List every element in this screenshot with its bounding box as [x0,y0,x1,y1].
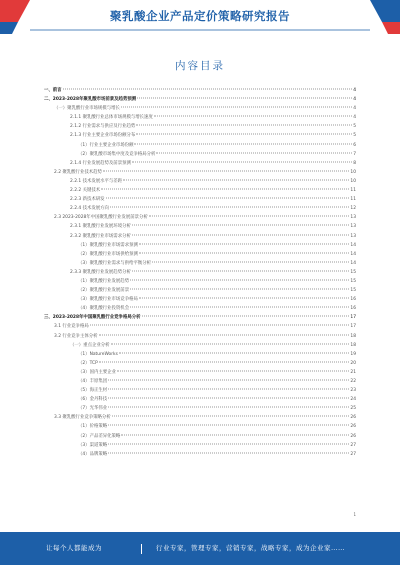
toc-leader-dots [132,270,350,271]
toc-entry-page: 26 [350,415,356,421]
toc-entry-page: 15 [350,269,356,275]
toc-entry-title: 2.3.1 聚乳酸行业发展环境分析 [70,224,131,230]
page-number: 1 [353,512,356,517]
toc-leader-dots [130,307,349,308]
toc-entry-page: 18 [350,333,356,339]
toc-entry-title: （4）聚乳酸行业投资机会 [78,306,130,312]
toc-entry[interactable] [44,186,356,195]
header-banner [0,0,400,38]
toc-leader-dots [90,325,350,326]
toc-entry-title: 2.2.4 技术发展方向 [70,206,109,212]
toc-leader-dots [130,279,349,280]
toc-leader-dots [136,134,352,135]
toc-entry-title: 2.2.2 关键技术 [70,188,101,194]
toc-entry-title: （3）聚乳酸行业需求与供给平衡分析 [78,260,152,266]
toc-leader-dots [139,243,350,244]
toc-entry[interactable] [44,359,356,368]
toc-leader-dots [103,170,350,171]
toc-entry-title: （1）聚乳酸行业市场需求预测 [78,242,138,248]
toc-leader-dots [149,216,350,217]
toc-entry-page: 4 [353,97,356,103]
toc-entry[interactable] [44,404,356,413]
toc-entry-title: 3.2 行业竞争主体分析 [54,333,98,339]
toc-entry-title: 2.1.4 行业发展趋势及前景预测 [70,160,131,166]
toc-leader-dots [156,152,352,153]
toc-entry-page: 4 [353,88,356,93]
toc-entry-page: 27 [350,442,356,448]
toc-leader-dots [108,389,349,390]
table-of-contents [44,86,356,459]
toc-entry[interactable] [44,159,356,168]
toc-entry[interactable] [44,86,356,95]
toc-entry[interactable] [44,113,356,122]
toc-entry[interactable] [44,213,356,222]
toc-entry-title: （2）TCP [78,360,98,366]
toc-leader-dots [111,343,350,344]
toc-leader-dots [101,189,349,190]
toc-entry-page: 10 [350,169,356,175]
footer-divider [141,544,142,554]
toc-entry-title: （2）聚乳酸市场集中度及竞争格局分析 [78,151,156,157]
toc-entry-title: 2.2.3 新技术研发 [70,197,105,203]
toc-entry-page: 8 [353,160,356,166]
toc-leader-dots [117,370,349,371]
toc-leader-dots [108,407,349,408]
toc-entry-title: （5）海正生材 [78,388,108,394]
toc-entry[interactable] [44,441,356,450]
toc-entry-page: 26 [350,424,356,430]
toc-entry-page: 12 [350,206,356,212]
toc-entry[interactable] [44,341,356,350]
toc-entry[interactable] [44,286,356,295]
toc-leader-dots [123,179,349,180]
toc-entry-title: （1）NatureWorks [78,351,118,357]
toc-leader-dots [99,361,350,362]
toc-leader-dots [108,425,349,426]
toc-entry-title: 三、2023-2028年中国聚乳酸行业竞争格局分析 [44,315,141,321]
toc-entry[interactable] [44,377,356,386]
toc-entry[interactable] [44,304,356,313]
toc-entry-page: 14 [350,260,356,266]
toc-entry-page: 11 [350,188,356,194]
toc-leader-dots [108,452,349,453]
toc-entry[interactable] [44,141,356,150]
toc-entry[interactable] [44,386,356,395]
toc-entry-title: （2）聚乳酸行业市场供给预测 [78,251,138,257]
toc-entry[interactable] [44,195,356,204]
toc-entry-title: （4）品牌策略 [78,451,108,457]
toc-entry[interactable] [44,450,356,459]
toc-leader-dots [119,352,350,353]
toc-leader-dots [142,316,350,317]
toc-leader-dots [137,98,352,99]
toc-entry[interactable] [44,250,356,259]
toc-heading: 内容目录 [175,60,225,72]
toc-entry-page: 15 [350,278,356,284]
toc-leader-dots [132,161,352,162]
toc-entry[interactable] [44,422,356,431]
toc-leader-dots [108,443,349,444]
toc-entry-title: （1）价格策略 [78,424,108,430]
toc-entry-page: 13 [350,215,356,221]
toc-leader-dots [132,225,350,226]
toc-entry-page: 16 [350,297,356,303]
toc-entry-page: 13 [350,233,356,239]
toc-entry[interactable] [44,368,356,377]
toc-entry-page: 5 [353,133,356,139]
toc-entry[interactable] [44,122,356,131]
toc-leader-dots [110,207,349,208]
toc-entry[interactable] [44,268,356,277]
toc-leader-dots [121,434,349,435]
toc-entry-title: 二、2023-2028年聚乳酸市场前景及趋势预测 [44,97,137,103]
toc-entry-title: 2.1.1 聚乳酸行业总体市场规模与增长速度 [70,115,153,121]
toc-entry[interactable] [44,222,356,231]
toc-entry-page: 21 [350,369,356,375]
toc-entry[interactable] [44,395,356,404]
toc-entry-page: 6 [353,142,356,148]
toc-entry-title: （一）聚乳酸行业市场规模与增长 [54,106,120,112]
toc-entry-title: （2）产品差异化策略 [78,433,121,439]
toc-leader-dots [134,143,352,144]
toc-entry-page: 5 [353,124,356,130]
toc-leader-dots [121,107,352,108]
toc-entry-title: 2.3 2023-2028年中国聚乳酸行业发展前景分析 [54,215,148,221]
toc-entry-page: 10 [350,178,356,184]
toc-entry-page: 18 [350,342,356,348]
toc-entry[interactable] [44,332,356,341]
toc-entry-page: 20 [350,360,356,366]
toc-entry-title: 2.1.2 行业需求与供应及行业趋势 [70,124,136,130]
document-title: 聚乳酸企业产品定价策略研究报告 [110,9,290,23]
toc-entry[interactable] [44,413,356,422]
toc-entry-title: （2）聚乳酸行业发展前景 [78,288,130,294]
toc-entry-title: 3.1 行业竞争格局 [54,324,89,330]
toc-entry[interactable] [44,177,356,186]
toc-entry-title: 2.2.1 技术发展水平与差距 [70,178,123,184]
toc-entry-title: 2.3.2 聚乳酸行业市场需求分析 [70,233,131,239]
toc-entry[interactable] [44,322,356,331]
toc-entry[interactable] [44,241,356,250]
toc-entry-title: 一、前言 [44,88,62,93]
toc-leader-dots [63,89,353,90]
toc-entry-page: 14 [350,251,356,257]
toc-leader-dots [154,116,352,117]
toc-entry-title: （7）光华伟业 [78,406,108,412]
toc-entry[interactable] [44,259,356,268]
toc-entry-title: 2.1.3 行业主要企业市场份额分布 [70,133,136,139]
toc-entry-page: 16 [350,306,356,312]
toc-entry[interactable] [44,295,356,304]
toc-entry[interactable] [44,432,356,441]
toc-entry-page: 17 [350,315,356,321]
toc-entry[interactable] [44,313,356,322]
toc-leader-dots [139,298,350,299]
toc-entry-page: 4 [353,115,356,121]
toc-leader-dots [136,125,352,126]
toc-leader-dots [132,234,350,235]
toc-entry-page: 25 [350,406,356,412]
toc-leader-dots [108,398,349,399]
toc-entry[interactable] [44,95,356,104]
toc-entry-page: 14 [350,242,356,248]
toc-entry-title: （1）行业主要企业市场份额 [78,142,134,148]
toc-leader-dots [99,334,350,335]
toc-entry-page: 13 [350,224,356,230]
toc-leader-dots [112,416,350,417]
toc-entry-page: 19 [350,351,356,357]
toc-entry-title: （3）国内主要企业 [78,369,116,375]
toc-entry-page: 22 [350,379,356,384]
toc-entry-page: 4 [353,106,356,112]
toc-entry-page: 11 [350,197,356,203]
toc-entry[interactable] [44,104,356,113]
toc-entry-title: （3）聚乳酸行业市场竞争格局 [78,297,138,303]
toc-entry-title: （3）渠道策略 [78,442,108,448]
footer-banner [0,532,400,565]
toc-entry-page: 26 [350,433,356,439]
toc-entry-title: 3.3 聚乳酸行业竞争策略分析 [54,415,111,421]
toc-entry[interactable] [44,277,356,286]
toc-entry-page: 15 [350,288,356,294]
toc-entry-title: （一）重点企业分析 [70,342,110,348]
toc-entry[interactable] [44,350,356,359]
toc-leader-dots [108,380,349,381]
toc-entry-title: 2.2 聚乳酸行业技术趋势 [54,169,102,175]
toc-leader-dots [139,252,350,253]
toc-entry-title: 2.3.3 聚乳酸行业发展趋势分析 [70,269,131,275]
toc-leader-dots [106,198,350,199]
toc-entry-page: 27 [350,451,356,457]
toc-entry[interactable] [44,232,356,241]
toc-entry[interactable] [44,168,356,177]
toc-entry[interactable] [44,150,356,159]
toc-leader-dots [152,261,349,262]
toc-entry-page: 23 [350,388,356,394]
toc-entry-page: 24 [350,397,356,403]
footer-slogan: 让每个人都能成为 [46,544,102,552]
footer-experts: 行业专家，管理专家，营销专家，战略专家，成为企业家…… [156,544,345,552]
toc-entry-title: （1）聚乳酸行业发展趋势 [78,278,130,284]
toc-leader-dots [130,289,349,290]
toc-entry[interactable] [44,204,356,213]
toc-entry-page: 17 [350,324,356,330]
toc-entry-title: （6）金丹科技 [78,397,108,403]
toc-entry-title: （4）丰原集团 [78,379,108,384]
toc-entry[interactable] [44,131,356,140]
toc-entry-page: 7 [353,151,356,157]
